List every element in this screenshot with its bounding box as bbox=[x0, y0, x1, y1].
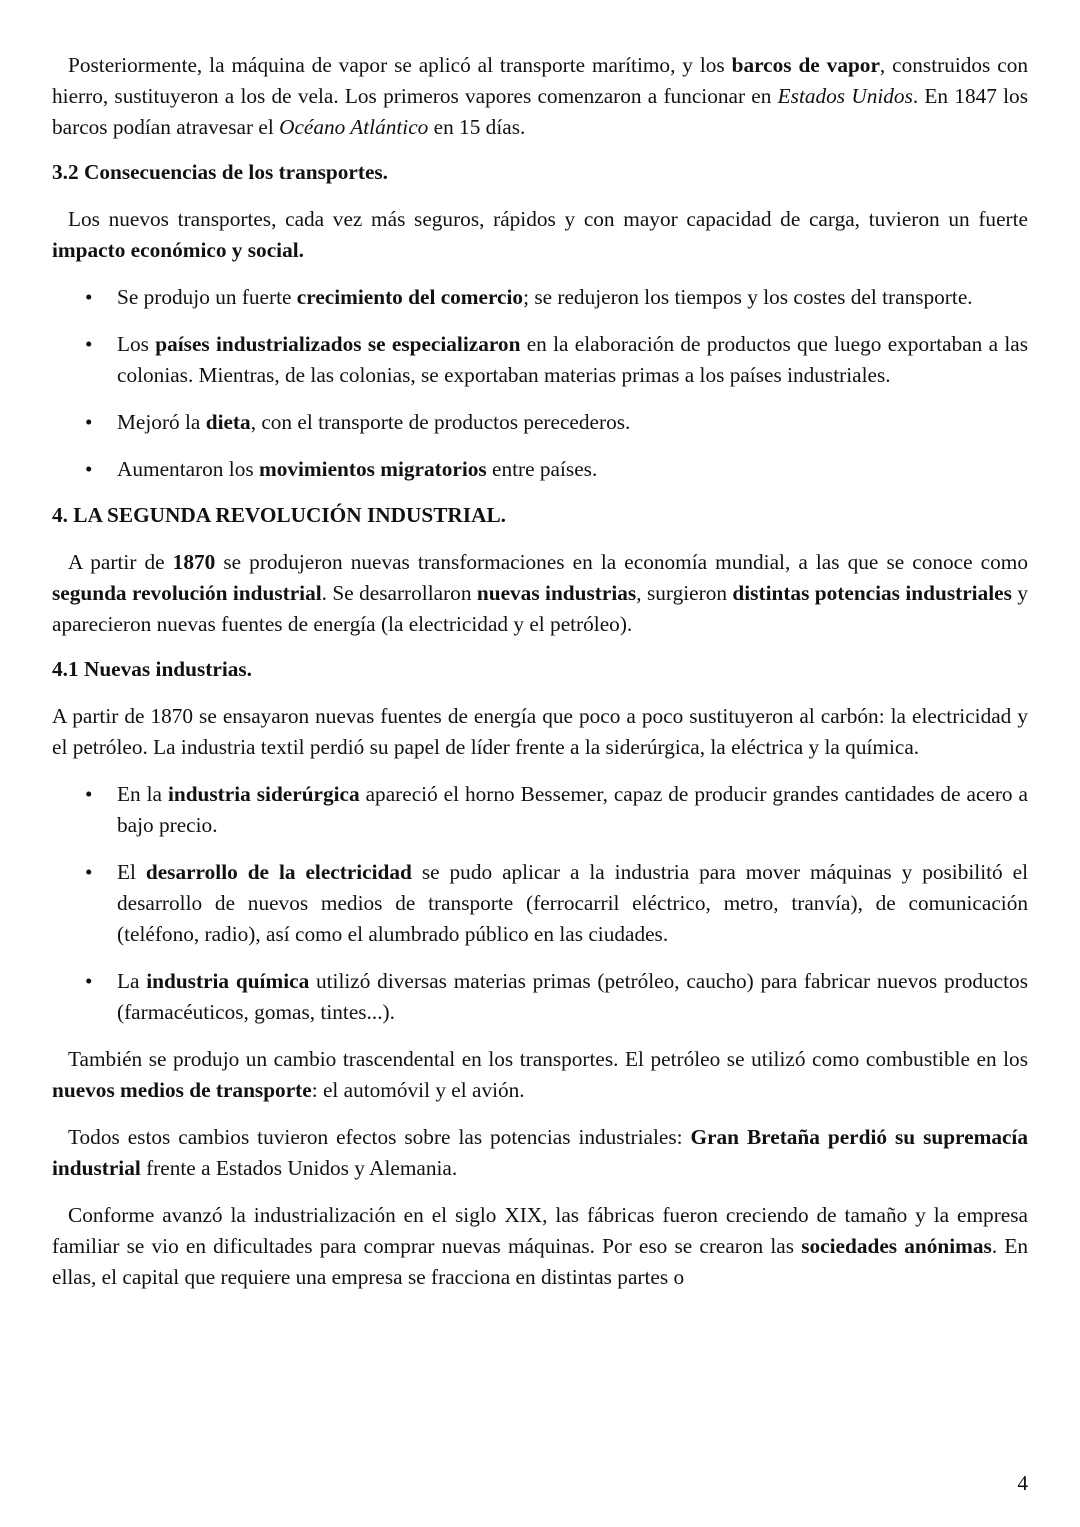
list-item bbox=[52, 779, 1028, 841]
list-item bbox=[52, 857, 1028, 950]
bullet-icon: • bbox=[85, 969, 93, 993]
text-span: , surgieron bbox=[636, 581, 733, 605]
list-item bbox=[52, 329, 1028, 391]
text-span: . En ellas, el capital que requiere una empresa se fracciona en distintas partes o bbox=[52, 1234, 1028, 1289]
list-item bbox=[52, 454, 1028, 485]
bold-term: nuevas industrias bbox=[476, 581, 637, 605]
text-span: Se produjo un fuerte bbox=[117, 285, 297, 309]
paragraph-steamships bbox=[52, 50, 1028, 143]
bold-term: segunda revolución industrial bbox=[52, 581, 322, 605]
paragraph-joint-stock-companies bbox=[52, 1200, 1028, 1293]
bullet-list-industries bbox=[52, 779, 1028, 1028]
text-span: se pudo aplicar a la industria para mover máquinas y posibilitó el desarrollo de nuevos medios de transporte (ferrocarril eléctrico, metro, tranvía), de comunicación (teléfono, radio), así como el alumbrado público en las ciudades. bbox=[117, 860, 1028, 946]
text-span: Aumentaron los bbox=[117, 457, 259, 481]
bold-term: industria siderúrgica bbox=[167, 782, 360, 806]
text-span: , construidos con hierro, sustituyeron a los de vela. Los primeros vapores comenzaron a funcionar en bbox=[52, 53, 1029, 108]
bold-term: dieta bbox=[205, 410, 251, 434]
text-span: en la elaboración de productos que luego exportaban a las colonias. Mientras, de las colonias, se exportaban materias primas a los países industriales. bbox=[117, 332, 1029, 387]
bullet-icon: • bbox=[85, 410, 93, 434]
bullet-icon: • bbox=[85, 782, 93, 806]
bold-term: 1870 bbox=[172, 550, 216, 574]
paragraph-second-revolution bbox=[52, 547, 1028, 640]
paragraph-transport-change bbox=[52, 1044, 1028, 1106]
heading-3-2: 3.2 Consecuencias de los transportes. bbox=[52, 160, 389, 184]
page-number: 4 bbox=[1017, 1471, 1028, 1495]
list-item bbox=[52, 407, 1028, 438]
text-span: En la bbox=[117, 782, 168, 806]
bold-term: nuevos medios de transporte bbox=[52, 1078, 312, 1102]
text-span: Los nuevos transportes, cada vez más seguros, rápidos y con mayor capacidad de carga, tuvieron un fuerte bbox=[68, 207, 1028, 231]
bold-term: desarrollo de la electricidad bbox=[145, 860, 412, 884]
text-span: en 15 días. bbox=[428, 115, 526, 139]
heading-4-1: 4.1 Nuevas industrias. bbox=[52, 657, 252, 681]
bold-term: distintas potencias industriales bbox=[732, 581, 1012, 605]
text-span: frente a Estados Unidos y Alemania. bbox=[140, 1156, 458, 1180]
text-span: Todos estos cambios tuvieron efectos sobre las potencias industriales: bbox=[68, 1125, 691, 1149]
text-span: . Se desarrollaron bbox=[321, 581, 477, 605]
text-span: apareció el horno Bessemer, capaz de producir grandes cantidades de acero a bajo precio. bbox=[117, 782, 1028, 837]
text-span: El bbox=[117, 860, 146, 884]
text-span: Los bbox=[117, 332, 156, 356]
bold-term: sociedades anónimas bbox=[801, 1234, 992, 1258]
text-span: y aparecieron nuevas fuentes de energía (la electricidad y el petróleo). bbox=[52, 581, 1028, 636]
bold-term: países industrializados se especializaron bbox=[155, 332, 521, 356]
text-span: : el automóvil y el avión. bbox=[311, 1078, 525, 1102]
text-span: Posteriormente, la máquina de vapor se aplicó al transporte marítimo, y los bbox=[68, 53, 732, 77]
heading-4: 4. LA SEGUNDA REVOLUCIÓN INDUSTRIAL. bbox=[52, 503, 506, 527]
document-page bbox=[52, 50, 1028, 1293]
list-item bbox=[52, 966, 1028, 1028]
bullet-icon: • bbox=[85, 457, 93, 481]
bullet-list-consequences bbox=[52, 282, 1028, 485]
text-span: entre países. bbox=[486, 457, 598, 481]
text-span: Mejoró la bbox=[117, 410, 206, 434]
bullet-icon: • bbox=[85, 285, 93, 309]
paragraph-industrial-powers bbox=[52, 1122, 1028, 1184]
text-span: La bbox=[117, 969, 147, 993]
bold-term: movimientos migratorios bbox=[258, 457, 487, 481]
text-span: se produjeron nuevas transformaciones en la economía mundial, a las que se conoce como bbox=[215, 550, 1028, 574]
bold-term: barcos de vapor bbox=[731, 53, 880, 77]
text-span: A partir de bbox=[68, 550, 173, 574]
list-item bbox=[52, 282, 1028, 313]
bold-term: industria química bbox=[146, 969, 310, 993]
text-span: utilizó diversas materias primas (petróleo, caucho) para fabricar nuevos productos (farmacéuticos, gomas, tintes...). bbox=[117, 969, 1028, 1024]
text-span: . En 1847 los barcos podían atravesar el bbox=[52, 84, 1028, 139]
text-span: Conforme avanzó la industrialización en el siglo XIX, las fábricas fueron creciendo de tamaño y la empresa familiar se vio en dificultades para comprar nuevas máquinas. Por eso se crearon las bbox=[52, 1203, 1028, 1258]
text-span: ; se redujeron los tiempos y los costes del transporte. bbox=[523, 285, 973, 309]
bold-term: Gran Bretaña perdió su supremacía industrial bbox=[52, 1125, 1028, 1180]
paragraph-new-energy: A partir de 1870 se ensayaron nuevas fuentes de energía que poco a poco sustituyeron al carbón: la electricidad y el petróleo. La industria textil perdió su papel de líder frente a la siderúrgica, la eléctrica y la química. bbox=[52, 704, 1028, 759]
bold-term: crecimiento del comercio bbox=[296, 285, 524, 309]
italic-term: Océano Atlántico bbox=[279, 115, 429, 139]
bold-term: impacto económico y social. bbox=[52, 238, 304, 262]
bullet-icon: • bbox=[85, 860, 93, 884]
paragraph-transport-impact bbox=[52, 204, 1028, 266]
italic-term: Estados Unidos bbox=[777, 84, 913, 108]
text-span: También se produjo un cambio trascendental en los transportes. El petróleo se utilizó como combustible en los bbox=[68, 1047, 1028, 1071]
bullet-icon: • bbox=[85, 332, 93, 356]
text-span: , con el transporte de productos perecederos. bbox=[250, 410, 631, 434]
